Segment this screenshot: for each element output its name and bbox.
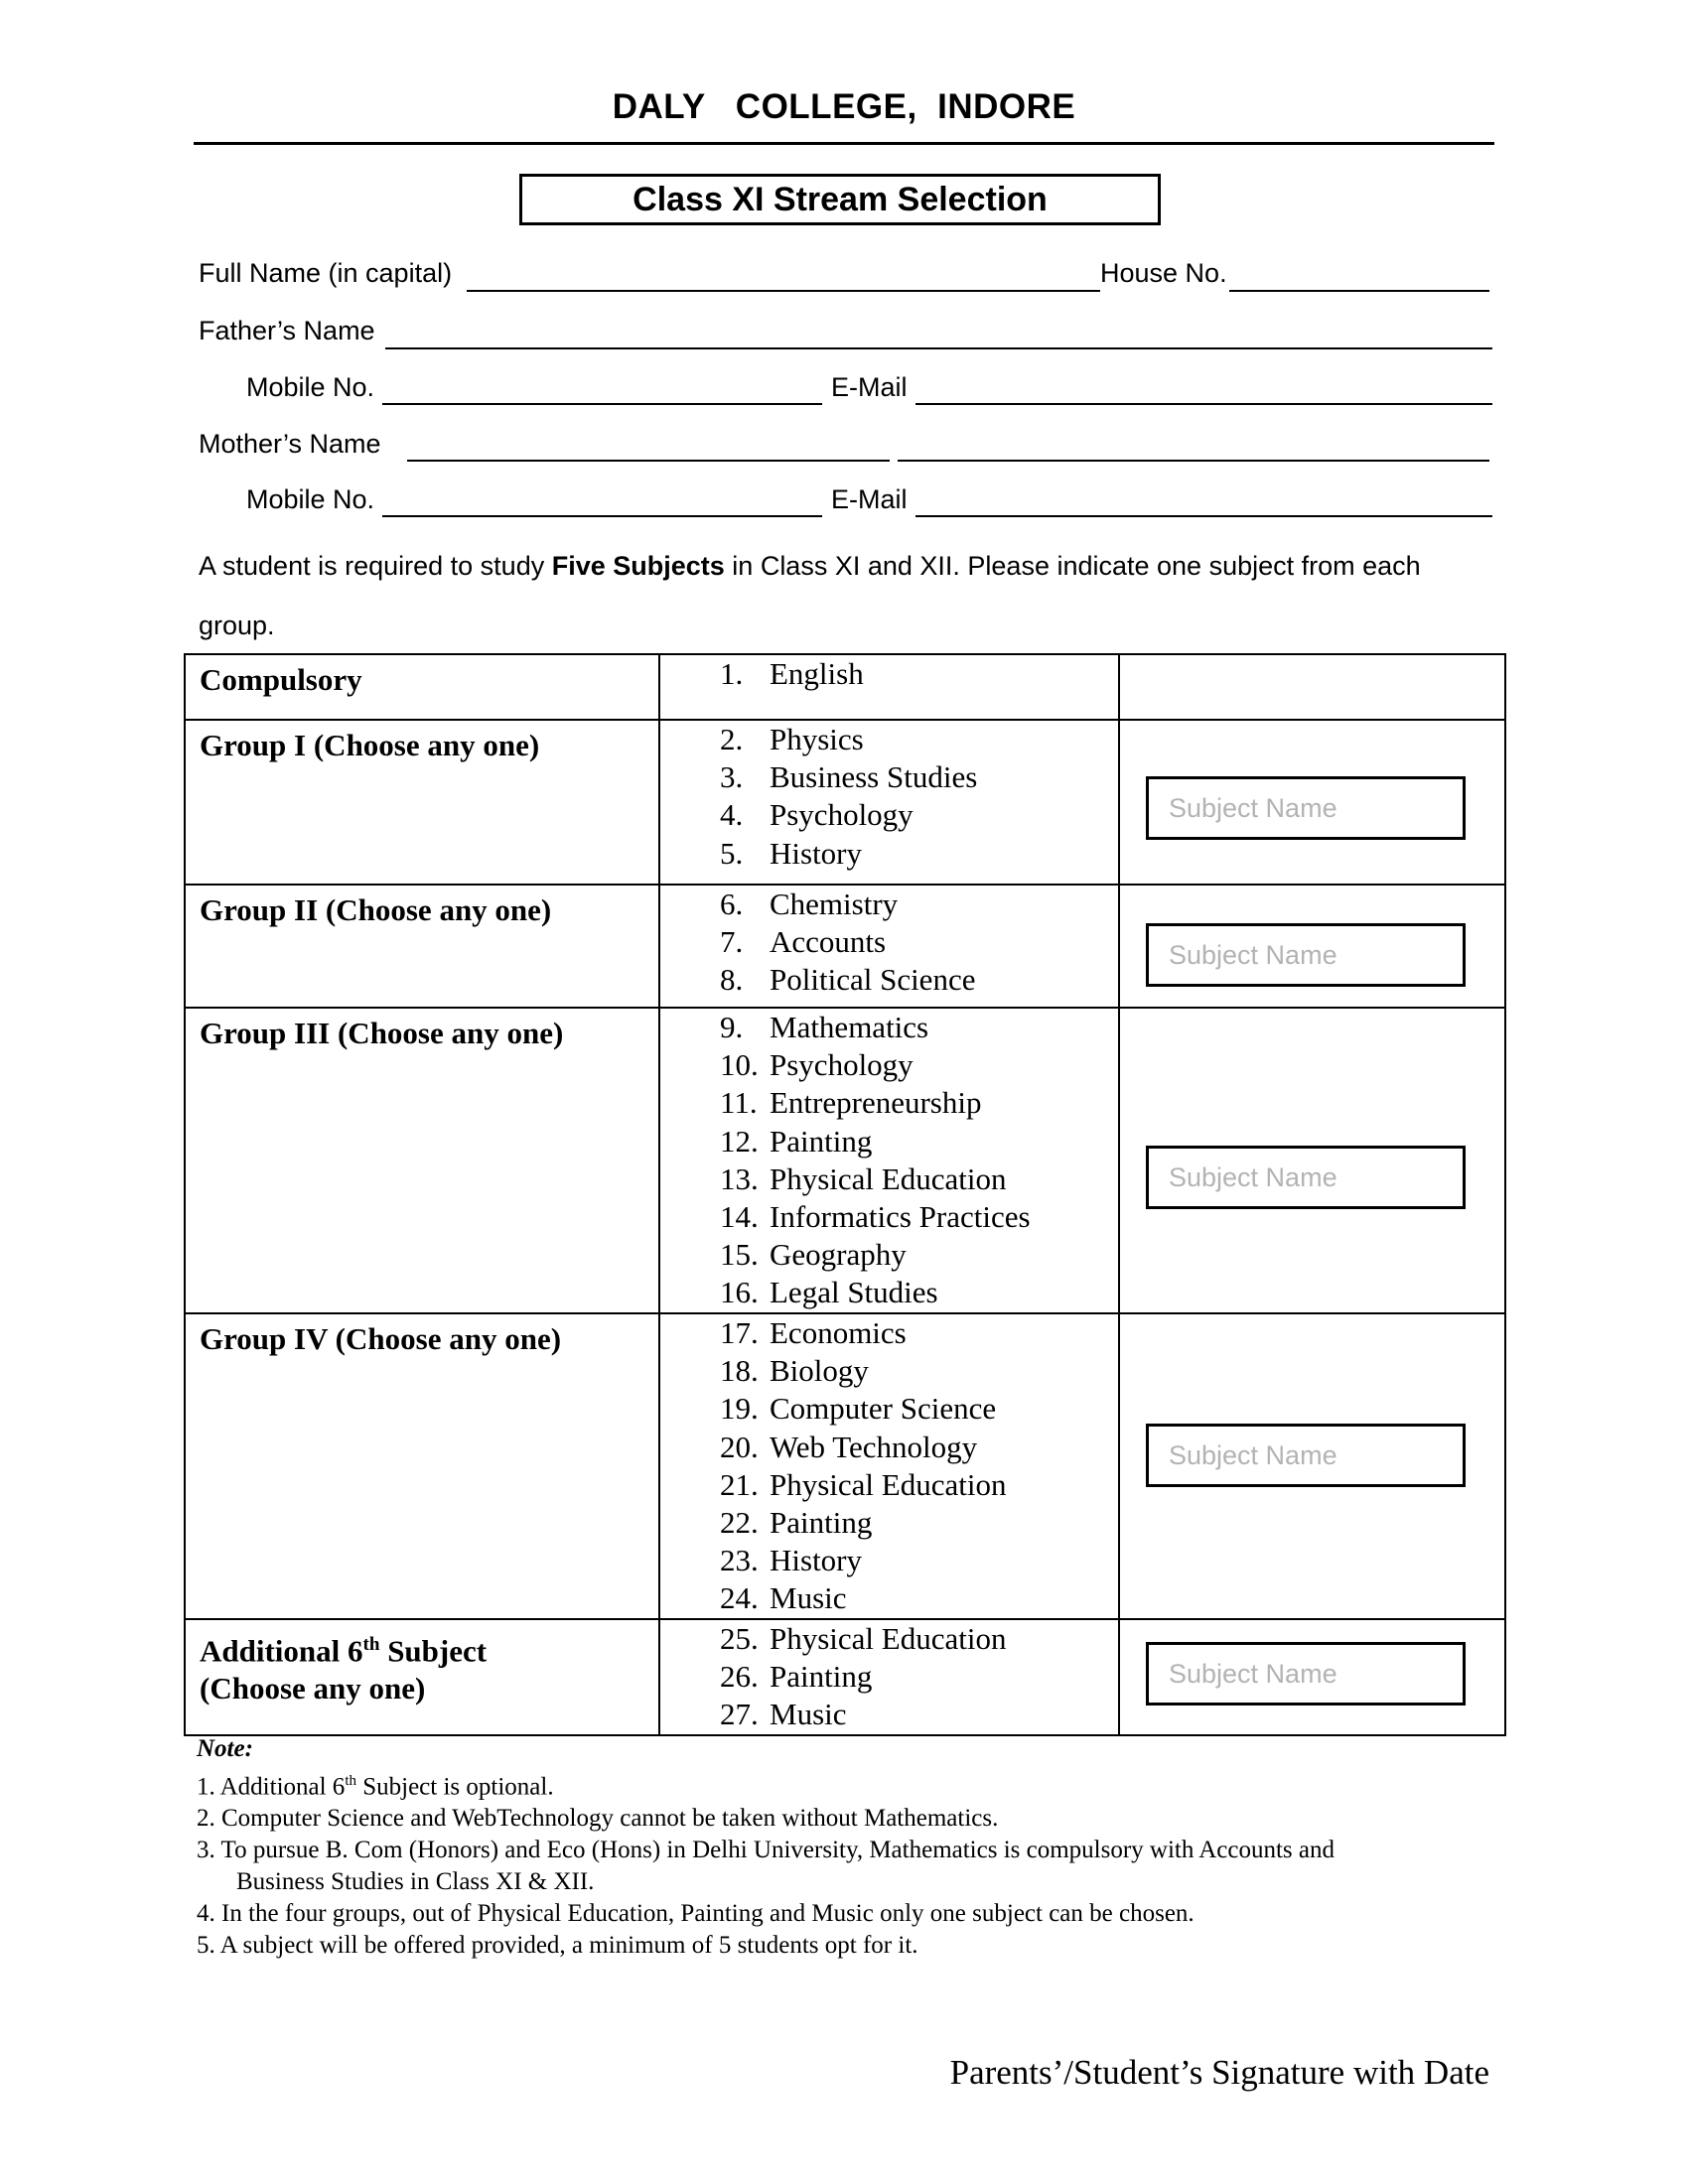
choice-cell (1119, 720, 1505, 885)
subject-item (720, 1123, 1118, 1160)
subject-item (720, 1390, 1118, 1428)
subject-number: 8. (720, 962, 744, 998)
mother-email-field[interactable] (915, 515, 1492, 517)
subject-item (720, 1429, 1118, 1466)
note-item: 4. In the four groups, out of Physical Education, Painting and Music only one subject can be chosen. (197, 1900, 1195, 1928)
note-text-after: Subject is optional. (355, 1773, 554, 1801)
subject-item (720, 1198, 1118, 1236)
college-name: DALY COLLEGE, INDORE (612, 87, 1076, 126)
subject-number: 27. (720, 1697, 759, 1732)
subject-name: Geography (770, 1237, 907, 1273)
subject-list (660, 1009, 1118, 1312)
subject-number: 24. (720, 1580, 759, 1616)
full-name-label: Full Name (in capital) (199, 258, 453, 288)
subject-number: 10. (720, 1047, 759, 1083)
subject-name: Painting (770, 1659, 873, 1695)
subject-list (660, 655, 1118, 693)
subject-item (720, 1579, 1118, 1617)
subject-item (720, 961, 1118, 999)
subject-name: Painting (770, 1505, 873, 1541)
subject-number: 4. (720, 797, 744, 833)
subject-number: 3. (720, 759, 744, 795)
house-no-field[interactable] (1229, 290, 1489, 292)
group-name-text: Additional 6 (200, 1633, 363, 1669)
father-email-label: E-Mail (831, 372, 908, 402)
instruction-after: in Class XI and XII. Please indicate one subject from each group. (199, 551, 1421, 640)
group-3-subject-input[interactable]: Subject Name (1146, 1146, 1466, 1209)
note-sup: th (345, 1773, 356, 1789)
subject-name: History (770, 835, 862, 871)
subject-item (720, 1466, 1118, 1504)
group-2-subject-input[interactable]: Subject Name (1146, 923, 1466, 987)
notes-title: Note: (197, 1735, 253, 1762)
mother-mobile-label: Mobile No. (246, 484, 375, 514)
subject-number: 7. (720, 924, 744, 960)
subject-name: History (770, 1543, 862, 1578)
note-text: 1. Additional 6 (197, 1773, 346, 1801)
subject-name: Accounts (770, 924, 887, 960)
mother-name-label: Mother’s Name (199, 429, 381, 459)
subject-item (720, 721, 1118, 758)
subject-item (720, 835, 1118, 873)
subject-list (660, 721, 1118, 873)
instruction-before: A student is required to study (199, 551, 552, 581)
father-mobile-field[interactable] (382, 403, 822, 405)
group-name-after: Subject (379, 1633, 488, 1669)
instruction-text (199, 536, 1499, 655)
subject-item (720, 1542, 1118, 1579)
subject-number: 2. (720, 722, 744, 756)
group-row-3 (185, 1008, 1505, 1313)
subject-list (660, 1314, 1118, 1618)
subject-number: 6. (720, 887, 744, 921)
subject-name: Biology (770, 1353, 869, 1389)
subject-item (720, 923, 1118, 961)
subject-number: 25. (720, 1621, 759, 1656)
subject-item (720, 1160, 1118, 1198)
subject-item (720, 1084, 1118, 1122)
note-item: 5. A subject will be offered provided, a minimum of 5 students opt for it. (197, 1932, 918, 1960)
house-no-label: House No. (1100, 258, 1227, 288)
mother-mobile-field[interactable] (382, 515, 822, 517)
mother-email-label: E-Mail (831, 484, 908, 514)
subject-number: 12. (720, 1123, 759, 1159)
subject-list (660, 886, 1118, 1000)
subject-name: Psychology (770, 1047, 914, 1083)
subject-number: 17. (720, 1315, 759, 1350)
group-name: Compulsory (185, 654, 659, 720)
subject-item (720, 1658, 1118, 1696)
choice-cell (1119, 885, 1505, 1008)
subject-name: Legal Studies (770, 1275, 938, 1310)
note-item: 2. Computer Science and WebTechnology cannot be taken without Mathematics. (197, 1805, 999, 1833)
subject-number: 15. (720, 1237, 759, 1273)
subject-item (720, 655, 1118, 693)
subject-item (720, 1009, 1118, 1046)
group-name-line2: (Choose any one) (200, 1671, 426, 1706)
subject-number: 22. (720, 1505, 759, 1541)
subject-name: Physics (770, 722, 864, 756)
group-4-subject-input[interactable]: Subject Name (1146, 1424, 1466, 1487)
subject-number: 21. (720, 1466, 759, 1502)
choice-cell (1119, 1619, 1505, 1735)
subject-name: Economics (770, 1315, 907, 1350)
subject-number: 19. (720, 1391, 759, 1427)
notes-section (197, 1733, 1507, 1962)
subject-number: 20. (720, 1429, 759, 1464)
subject-item (720, 1314, 1118, 1352)
subject-name: Entrepreneurship (770, 1085, 982, 1121)
group-name-sup: th (362, 1634, 380, 1655)
note-item-continuation: Business Studies in Class XI & XII. (236, 1868, 595, 1896)
subject-name: Mathematics (770, 1010, 929, 1044)
choice-cell (1119, 1008, 1505, 1313)
group-name: Group II (Choose any one) (185, 885, 659, 1008)
subject-name: Business Studies (770, 759, 978, 795)
group-row-compulsory (185, 654, 1505, 720)
subject-number: 9. (720, 1010, 744, 1044)
subject-item (720, 1352, 1118, 1390)
instruction-bold: Five Subjects (551, 551, 725, 581)
father-name-field[interactable] (385, 347, 1492, 349)
subject-item (720, 758, 1118, 796)
choice-cell (1119, 654, 1505, 720)
father-name-label: Father’s Name (199, 316, 375, 345)
father-mobile-label: Mobile No. (246, 372, 375, 402)
choice-cell (1119, 1313, 1505, 1619)
mother-name-field-extra[interactable] (898, 460, 1489, 462)
subject-item (720, 1620, 1118, 1658)
subject-name: Physical Education (770, 1621, 1007, 1656)
subject-number: 26. (720, 1659, 759, 1695)
subject-name: Chemistry (770, 887, 899, 921)
subject-name: Physical Education (770, 1466, 1007, 1502)
subject-name: Music (770, 1697, 847, 1732)
form-title: Class XI Stream Selection (519, 174, 1161, 225)
note-item: 3. To pursue B. Com (Honors) and Eco (Hons) in Delhi University, Mathematics is compulsory with Accounts and (197, 1837, 1336, 1864)
subject-number: 5. (720, 835, 744, 871)
subject-item (720, 796, 1118, 834)
subject-item (720, 1274, 1118, 1311)
group-name: Group III (Choose any one) (185, 1008, 659, 1313)
mother-name-field[interactable] (407, 460, 890, 462)
group-name (185, 1619, 659, 1735)
subject-item (720, 886, 1118, 923)
father-email-field[interactable] (915, 403, 1492, 405)
subject-name: Informatics Practices (770, 1199, 1031, 1235)
subject-name: Web Technology (770, 1429, 978, 1464)
subject-name: Psychology (770, 797, 914, 833)
additional-subject-input[interactable]: Subject Name (1146, 1642, 1466, 1706)
subject-name: Music (770, 1580, 847, 1616)
subject-name: Physical Education (770, 1160, 1007, 1196)
group-1-subject-input[interactable]: Subject Name (1146, 776, 1466, 840)
subject-item (720, 1046, 1118, 1084)
group-name: Group IV (Choose any one) (185, 1313, 659, 1619)
subject-groups-table (184, 653, 1506, 1736)
group-row-1 (185, 720, 1505, 885)
subject-name: Painting (770, 1123, 873, 1159)
group-row-2 (185, 885, 1505, 1008)
signature-label: Parents’/Student’s Signature with Date (949, 2053, 1489, 2092)
subject-list (660, 1620, 1118, 1734)
group-row-additional (185, 1619, 1505, 1735)
subject-number: 11. (720, 1085, 758, 1121)
subject-name: Computer Science (770, 1391, 997, 1427)
subject-number: 13. (720, 1160, 759, 1196)
group-name: Group I (Choose any one) (185, 720, 659, 885)
subject-number: 14. (720, 1199, 759, 1235)
subject-item (720, 1504, 1118, 1542)
full-name-field[interactable] (467, 290, 1100, 292)
note-item (197, 1765, 1507, 1803)
group-row-4 (185, 1313, 1505, 1619)
subject-number: 1. (720, 656, 744, 691)
subject-name: Political Science (770, 962, 976, 998)
subject-number: 16. (720, 1275, 759, 1310)
subject-number: 23. (720, 1543, 759, 1578)
header-rule (194, 142, 1494, 145)
subject-item (720, 1236, 1118, 1274)
subject-item (720, 1696, 1118, 1733)
subject-number: 18. (720, 1353, 759, 1389)
subject-name: English (770, 656, 864, 691)
